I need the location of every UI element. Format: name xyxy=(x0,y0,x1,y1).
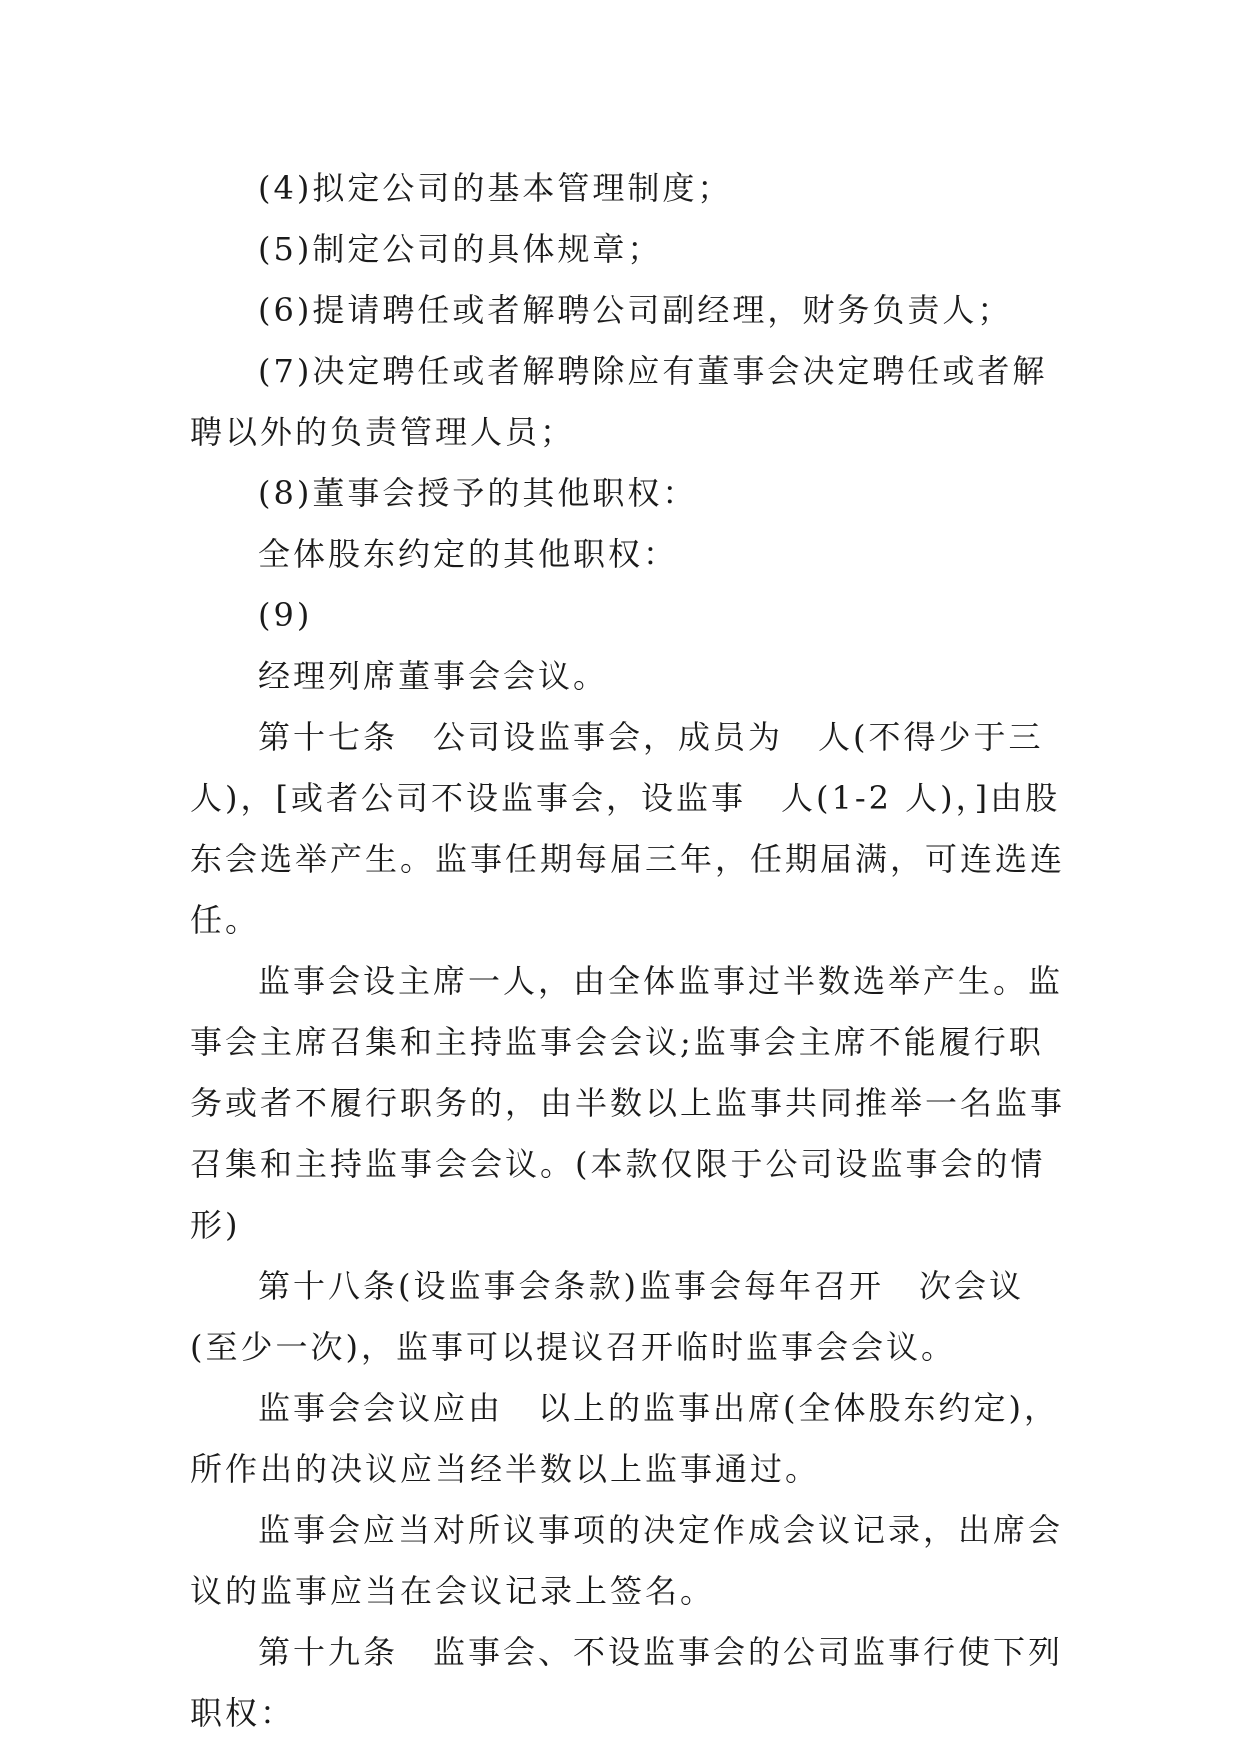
paragraph-manager-attendance: 经理列席董事会会议。 xyxy=(258,657,609,695)
paragraph-shareholder-powers: 全体股东约定的其他职权： xyxy=(258,535,679,573)
document-body xyxy=(190,158,1070,1744)
article-18-minutes: 监事会应当对所议事项的决定作成会议记录，出席会议的监事应当在会议记录上签名。 xyxy=(190,1511,1064,1610)
article-19: 第十九条 监事会、不设监事会的公司监事行使下列职权： xyxy=(190,1633,1064,1732)
article-17: 第十七条 公司设监事会，成员为 人(不得少于三人)，[或者公司不设监事会，设监事 人(1-2 人)，]由股东会选举产生。监事任期每届三年，任期届满，可连选连任。 xyxy=(190,718,1066,939)
article-17-chairman: 监事会设主席一人，由全体监事过半数选举产生。监事会主席召集和主持监事会会议;监事会主席不能履行职务或者不履行职务的，由半数以上监事共同推举一名监事召集和主持监事会会议。(本款仅限于公司设监事会的情形) xyxy=(190,962,1066,1244)
paragraph-item-4: (4)拟定公司的基本管理制度； xyxy=(258,169,733,207)
paragraph-item-5: (5)制定公司的具体规章； xyxy=(258,230,663,268)
paragraph-item-6: (6)提请聘任或者解聘公司副经理，财务负责人； xyxy=(258,291,1013,329)
paragraph-item-9: (9) xyxy=(258,596,313,634)
article-18-quorum: 监事会会议应由 以上的监事出席(全体股东约定)，所作出的决议应当经半数以上监事通过。 xyxy=(190,1389,1059,1488)
paragraph-item-8: (8)董事会授予的其他职权： xyxy=(258,474,698,512)
paragraph-item-7: (7)决定聘任或者解聘除应有董事会决定聘任或者解聘以外的负责管理人员； xyxy=(190,352,1048,451)
article-18: 第十八条(设监事会条款)监事会每年召开 次会议(至少一次)，监事可以提议召开临时监事会会议。 xyxy=(190,1267,1024,1366)
